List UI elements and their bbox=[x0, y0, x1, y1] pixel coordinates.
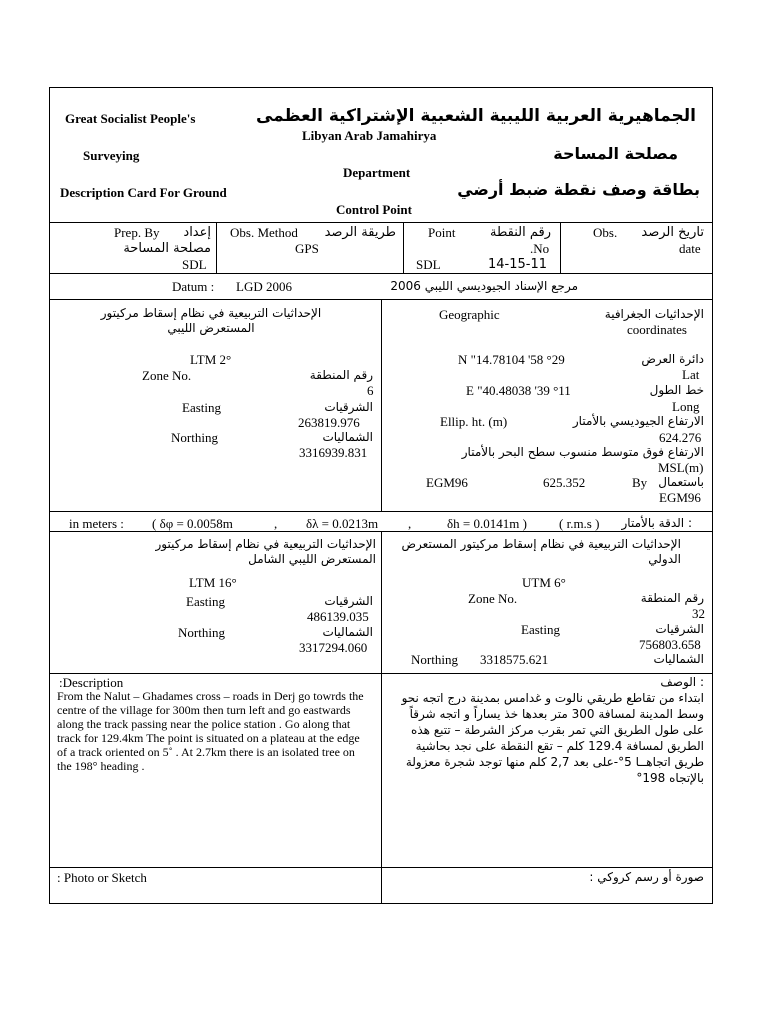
ltm2-zone-value: 6 bbox=[367, 383, 374, 398]
ltm16-northing-label-ar: الشماليات bbox=[322, 625, 373, 639]
prep-by-value: SDL bbox=[182, 257, 207, 272]
utm-zone-label: Zone No. bbox=[468, 591, 518, 606]
geo-egm-model: EGM96 bbox=[426, 475, 468, 490]
obs-date-label: Obs. bbox=[593, 225, 618, 240]
obs-date-label-2: date bbox=[679, 241, 701, 256]
obs-date-value: 14-15-11 bbox=[488, 257, 548, 272]
datum-label: Datum : bbox=[172, 279, 215, 294]
divider bbox=[216, 222, 217, 273]
accuracy-dphi: ( δφ = 0.0058m bbox=[152, 516, 233, 531]
utm-heading: الإحداثيات التربيعية في نظام إسقاط مركيتور المستعرض الدولي bbox=[401, 537, 681, 566]
department-en-2: Department bbox=[343, 165, 411, 180]
ltm2-heading: الإحداثيات التربيعية في نظام إسقاط مركيتور المستعرض الليبي bbox=[100, 306, 322, 335]
geo-by-label: By bbox=[632, 475, 648, 490]
geo-heading-en-2: coordinates bbox=[627, 322, 687, 337]
utm-northing-value: 3318575.621 bbox=[480, 652, 549, 667]
divider bbox=[381, 531, 382, 673]
divider bbox=[50, 511, 712, 512]
geo-long-value: E "40.48038 '39 °11 bbox=[466, 383, 571, 398]
description-label-ar: : الوصف bbox=[660, 675, 704, 689]
divider bbox=[50, 273, 712, 274]
utm-zone-label-ar: رقم المنطقة bbox=[640, 591, 704, 605]
geo-heading-en: Geographic bbox=[439, 307, 500, 322]
accuracy-sep: , bbox=[408, 516, 412, 531]
ltm16-easting-value: 486139.035 bbox=[307, 609, 369, 624]
accuracy-dlambda: δλ = 0.0213m bbox=[306, 516, 379, 531]
geo-msl-label-en: MSL(m) bbox=[658, 460, 704, 475]
ltm16-heading: الإحداثيات التربيعية في نظام إسقاط مركيتور المستعرض الليبي الشامل bbox=[155, 537, 376, 566]
geo-ellip-label: Ellip. ht. (m) bbox=[440, 414, 508, 429]
utm-northing-label-ar: الشماليات bbox=[653, 652, 704, 666]
datum-value: LGD 2006 bbox=[236, 279, 292, 294]
obs-method-label-ar: طريقة الرصد bbox=[324, 225, 396, 240]
ltm2-zone-label: Zone No. bbox=[142, 368, 192, 383]
utm-zone-value: 32 bbox=[692, 606, 705, 621]
geo-by-label-ar: باستعمال bbox=[658, 475, 704, 489]
geo-msl-value: 625.352 bbox=[543, 475, 586, 490]
obs-method-label: Obs. Method bbox=[230, 225, 298, 240]
card-title-ar: بطاقة وصف نقطة ضبط أرضي bbox=[457, 180, 700, 199]
ltm2-northing-label-ar: الشماليات bbox=[322, 430, 373, 444]
ltm2-northing-label: Northing bbox=[171, 430, 218, 445]
utm-easting-label-ar: الشرقيات bbox=[655, 622, 704, 636]
geo-msl-label-ar: الارتفاع فوق متوسط منسوب سطح البحر بالأمتار bbox=[461, 445, 704, 459]
ltm16-northing-label: Northing bbox=[178, 625, 225, 640]
ltm2-easting-value: 263819.976 bbox=[298, 415, 360, 430]
header-title-ar: الجماهيرية العربية الليبية الشعبية الإشتراكية العظمى bbox=[255, 106, 696, 126]
prep-by-value-ar: مصلحة المساحة bbox=[123, 241, 211, 256]
ltm2-easting-label-ar: الشرقيات bbox=[324, 400, 373, 414]
photo-label-ar: صورة أو رسم كروكي : bbox=[589, 870, 704, 884]
ltm16-easting-label-ar: الشرقيات bbox=[324, 594, 373, 608]
description-text-en: From the Nalut – Ghadames cross – roads in Derj go towrds the centre of the village for 300m then turn left and go eastwards along the track passing near the police station . Go along that track for 129.4km The point is situated on a plateau at the edge of a track oriented on 5˚ . At 2.7km there is an isolated tree on the 198° heading . bbox=[57, 689, 364, 773]
photo-label-en: : Photo or Sketch bbox=[57, 870, 147, 885]
accuracy-dh: δh = 0.0141m ) bbox=[447, 516, 527, 531]
point-no-label: .No bbox=[530, 241, 550, 256]
geo-long-label-en: Long bbox=[672, 399, 700, 414]
utm-easting-value: 756803.658 bbox=[639, 637, 701, 652]
description-label-en: :Description bbox=[59, 675, 124, 690]
ltm16-easting-label: Easting bbox=[186, 594, 225, 609]
department-en: Surveying bbox=[83, 148, 140, 163]
point-label: Point bbox=[428, 225, 456, 240]
utm-northing-label: Northing bbox=[411, 652, 458, 667]
obs-date-label-ar: تاريخ الرصد bbox=[641, 225, 704, 240]
header-title-en: Great Socialist People's bbox=[65, 111, 196, 126]
ltm2-projection: LTM 2° bbox=[190, 352, 232, 367]
accuracy-rms: ( r.m.s ) bbox=[559, 516, 600, 531]
ltm2-northing-value: 3316939.831 bbox=[299, 445, 368, 460]
department-ar: مصلحة المساحة bbox=[553, 144, 678, 163]
accuracy-sep: , bbox=[274, 516, 278, 531]
utm-projection: UTM 6° bbox=[522, 575, 566, 590]
geo-heading-ar: الإحداثيات الجغرافية bbox=[604, 307, 704, 321]
divider bbox=[381, 673, 382, 904]
geo-long-label-ar: خط الطول bbox=[649, 383, 704, 397]
control-point-card bbox=[49, 87, 713, 904]
accuracy-units: in meters : bbox=[69, 516, 124, 531]
obs-method-value: GPS bbox=[295, 241, 319, 256]
divider bbox=[50, 222, 712, 223]
geo-ellip-label-ar: الارتفاع الجيوديسي بالأمتار bbox=[572, 414, 704, 428]
accuracy-label-ar: : الدقة بالأمتار bbox=[621, 516, 692, 530]
divider bbox=[560, 222, 561, 273]
divider bbox=[381, 299, 382, 511]
divider bbox=[403, 222, 404, 273]
header-subtitle-en: Libyan Arab Jamahirya bbox=[302, 128, 437, 143]
prep-by-label-ar: إعداد bbox=[183, 225, 211, 240]
datum-ar: مرجع الإسناد الجيوديسي الليبي 2006 bbox=[390, 279, 578, 293]
ltm2-easting-label: Easting bbox=[182, 400, 221, 415]
geo-ellip-value: 624.276 bbox=[659, 430, 702, 445]
card-title-en: Description Card For Ground bbox=[60, 185, 227, 200]
geo-lat-label-en: Lat bbox=[682, 367, 700, 382]
ltm16-northing-value: 3317294.060 bbox=[299, 640, 368, 655]
point-label-ar: رقم النقطة bbox=[490, 225, 551, 240]
prep-by-label: Prep. By bbox=[114, 225, 160, 240]
utm-easting-label: Easting bbox=[521, 622, 560, 637]
description-text-ar: ابتداء من تقاطع طريقي نالوت و غدامس بمدينة درج اتجه نحو وسط المدينة لمسافة 300 متر بعدها خذ يساراً و اتجه شرقاً على طول الطريق التي تمر بقرب مركز الشرطة – تتبع هذه الطريق لمسافة 129.4 كلم – تقع النقطة على نجد بحاشية طريق اتجاهــا 5°-على بعد 2,7 كلم منها توجد شجرة معزولة بالإتجاه 198° bbox=[401, 691, 704, 785]
point-value: SDL bbox=[416, 257, 441, 272]
geo-egm-model-2: EGM96 bbox=[659, 490, 701, 505]
ltm2-zone-label-ar: رقم المنطقة bbox=[309, 368, 373, 382]
geo-lat-label-ar: دائرة العرض bbox=[641, 352, 704, 366]
geo-lat-value: N "14.78104 '58 °29 bbox=[458, 352, 565, 367]
ltm16-projection: LTM 16° bbox=[189, 575, 237, 590]
card-title-en-2: Control Point bbox=[336, 202, 412, 217]
